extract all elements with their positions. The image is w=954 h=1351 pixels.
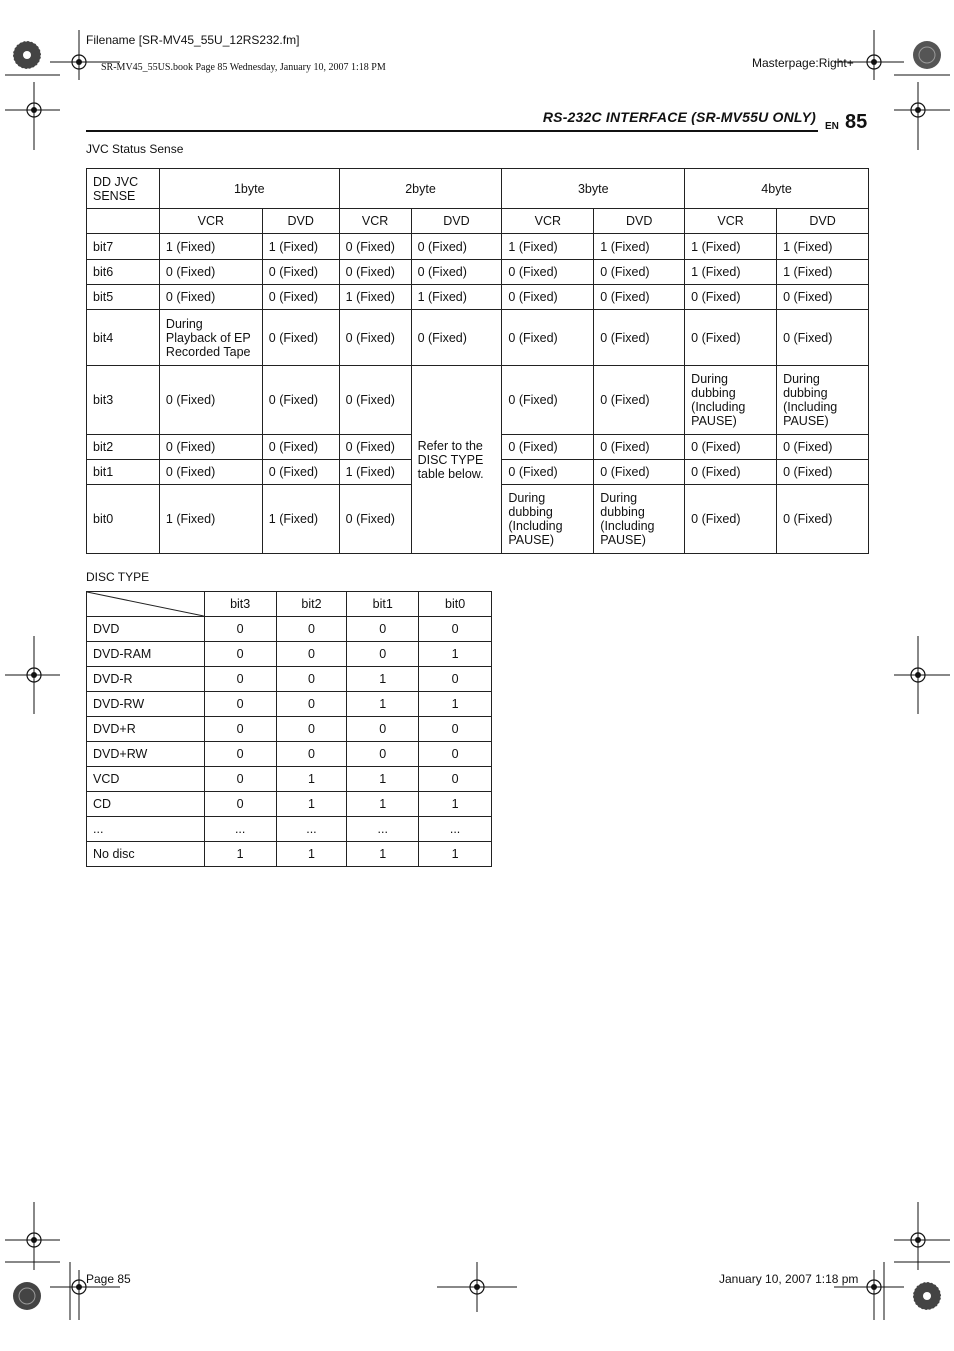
status-sense-table (86, 168, 869, 554)
bit-label: bit4 (87, 310, 160, 366)
bit-column-header: bit3 (204, 592, 276, 617)
status-cell: 0 (Fixed) (339, 310, 411, 366)
status-cell: 0 (Fixed) (411, 260, 502, 285)
status-cell: 0 (Fixed) (685, 435, 777, 460)
status-cell: 1 (Fixed) (339, 285, 411, 310)
status-row (87, 260, 869, 285)
status-cell: 0 (Fixed) (594, 460, 685, 485)
status-cell: 1 (Fixed) (339, 460, 411, 485)
device-header: VCR (685, 209, 777, 234)
status-cell: 0 (Fixed) (159, 366, 262, 435)
page-number: 85 (845, 111, 868, 133)
status-cell: 0 (Fixed) (777, 485, 869, 554)
disc-type-name: DVD-RAM (87, 642, 205, 667)
bit-column-header: bit1 (347, 592, 419, 617)
status-cell: 0 (Fixed) (262, 310, 339, 366)
status-row (87, 310, 869, 366)
disc-type-bit: ... (419, 817, 492, 842)
disc-type-bit: 1 (347, 767, 419, 792)
device-header: DVD (594, 209, 685, 234)
bit-label: bit3 (87, 366, 160, 435)
disc-type-heading: DISC TYPE (86, 570, 150, 584)
status-cell: 0 (Fixed) (159, 460, 262, 485)
disc-type-bit: 1 (419, 642, 492, 667)
status-cell: 0 (Fixed) (502, 435, 594, 460)
status-cell: 0 (Fixed) (159, 435, 262, 460)
header-rule (86, 130, 818, 132)
disc-type-bit: 0 (204, 792, 276, 817)
disc-type-bit: 0 (204, 667, 276, 692)
disc-type-bit: 0 (204, 717, 276, 742)
status-cell: 1 (Fixed) (159, 485, 262, 554)
status-cell: 0 (Fixed) (411, 234, 502, 260)
status-cell: 0 (Fixed) (339, 366, 411, 435)
disc-type-bit: 1 (419, 792, 492, 817)
disc-type-bit: 0 (419, 717, 492, 742)
disc-type-bit: 1 (419, 692, 492, 717)
bit-label: bit0 (87, 485, 160, 554)
disc-type-row (87, 642, 492, 667)
status-cell: 0 (Fixed) (502, 460, 594, 485)
disc-type-row (87, 617, 492, 642)
status-cell: 0 (Fixed) (262, 366, 339, 435)
bit-label: bit2 (87, 435, 160, 460)
status-cell: During dubbing (Including PAUSE) (777, 366, 869, 435)
disc-type-bit: 0 (419, 667, 492, 692)
disc-type-bit: 1 (276, 792, 347, 817)
disc-type-bit: 0 (276, 617, 347, 642)
status-row (87, 285, 869, 310)
disc-type-bit: 1 (276, 842, 347, 867)
status-cell: 0 (Fixed) (262, 435, 339, 460)
disc-type-bit: 0 (347, 617, 419, 642)
disc-type-bit: 0 (347, 742, 419, 767)
disc-type-bit: 0 (276, 667, 347, 692)
bit-label: bit6 (87, 260, 160, 285)
status-cell: 0 (Fixed) (411, 310, 502, 366)
disc-type-bit: 0 (276, 642, 347, 667)
disc-type-bit: 1 (347, 792, 419, 817)
disc-type-table (86, 591, 492, 867)
status-cell: 0 (Fixed) (262, 285, 339, 310)
status-cell: 0 (Fixed) (339, 435, 411, 460)
status-cell: 0 (Fixed) (685, 460, 777, 485)
disc-type-bit: 0 (419, 767, 492, 792)
byte-header: 1byte (159, 169, 339, 209)
disc-type-bit: 1 (276, 767, 347, 792)
disc-type-row (87, 842, 492, 867)
disc-type-name: DVD+R (87, 717, 205, 742)
disc-type-name: CD (87, 792, 205, 817)
status-cell: 0 (Fixed) (502, 260, 594, 285)
disc-type-bit: 0 (276, 692, 347, 717)
disc-type-name: ... (87, 817, 205, 842)
byte-header: 2byte (339, 169, 502, 209)
status-cell: 0 (Fixed) (594, 366, 685, 435)
disc-type-name: DVD+RW (87, 742, 205, 767)
status-cell: 0 (Fixed) (685, 285, 777, 310)
disc-type-bit: 0 (347, 642, 419, 667)
status-cell: 0 (Fixed) (159, 260, 262, 285)
status-cell: 1 (Fixed) (685, 234, 777, 260)
status-cell: 0 (Fixed) (502, 366, 594, 435)
status-cell: 0 (Fixed) (685, 310, 777, 366)
disc-type-bit: 1 (204, 842, 276, 867)
disc-type-row (87, 717, 492, 742)
status-cell: During dubbing (Including PAUSE) (685, 366, 777, 435)
status-cell: 0 (Fixed) (262, 260, 339, 285)
disc-type-name: DVD (87, 617, 205, 642)
header-bookline: SR-MV45_55US.book Page 85 Wednesday, January 10, 2007 1:18 PM (101, 62, 386, 73)
header-filename: Filename [SR-MV45_55U_12RS232.fm] (86, 33, 300, 47)
status-row (87, 234, 869, 260)
status-cell: 1 (Fixed) (685, 260, 777, 285)
disc-type-bit: ... (347, 817, 419, 842)
header-masterpage: Masterpage:Right+ (752, 56, 854, 70)
disc-type-row (87, 767, 492, 792)
status-cell: During dubbing (Including PAUSE) (594, 485, 685, 554)
disc-type-bit: 1 (347, 692, 419, 717)
disc-type-bit: 0 (276, 742, 347, 767)
status-cell: 0 (Fixed) (777, 310, 869, 366)
byte-header: 4byte (685, 169, 869, 209)
status-cell: 0 (Fixed) (262, 460, 339, 485)
status-cell: 1 (Fixed) (777, 260, 869, 285)
disc-type-bit: 0 (204, 617, 276, 642)
status-cell: 0 (Fixed) (502, 310, 594, 366)
disc-type-row (87, 817, 492, 842)
disc-type-bit: 0 (204, 767, 276, 792)
disc-type-bit: 1 (347, 842, 419, 867)
bit-label: bit5 (87, 285, 160, 310)
device-header: VCR (339, 209, 411, 234)
language-label: EN (825, 121, 839, 132)
diagonal-corner-cell (87, 592, 205, 617)
status-cell: 0 (Fixed) (339, 260, 411, 285)
disc-type-row (87, 792, 492, 817)
disc-type-bit: 0 (204, 642, 276, 667)
status-cell: 0 (Fixed) (777, 435, 869, 460)
status-cell: 0 (Fixed) (594, 260, 685, 285)
device-header: DVD (262, 209, 339, 234)
status-cell: 1 (Fixed) (502, 234, 594, 260)
status-cell: 0 (Fixed) (339, 234, 411, 260)
bit-label: bit1 (87, 460, 160, 485)
disc-type-bit: 0 (276, 717, 347, 742)
status-cell: 0 (Fixed) (339, 485, 411, 554)
disc-type-reference-cell: Refer to the DISC TYPE table below. (411, 366, 502, 554)
disc-type-bit: ... (204, 817, 276, 842)
status-cell: 1 (Fixed) (594, 234, 685, 260)
disc-type-bit: 1 (419, 842, 492, 867)
disc-type-bit: 0 (419, 617, 492, 642)
status-cell: During Playback of EP Recorded Tape (159, 310, 262, 366)
status-cell: 0 (Fixed) (594, 310, 685, 366)
status-cell: 1 (Fixed) (159, 234, 262, 260)
status-cell: 0 (Fixed) (777, 285, 869, 310)
disc-type-bit: 0 (204, 692, 276, 717)
bit-column-header: bit0 (419, 592, 492, 617)
status-cell: 1 (Fixed) (777, 234, 869, 260)
disc-type-row (87, 667, 492, 692)
footer-date: January 10, 2007 1:18 pm (719, 1272, 859, 1286)
disc-type-name: DVD-R (87, 667, 205, 692)
disc-type-bit: 0 (204, 742, 276, 767)
empty-cell (87, 209, 160, 234)
status-sense-heading: JVC Status Sense (86, 142, 184, 156)
disc-type-row (87, 692, 492, 717)
status-cell: 0 (Fixed) (159, 285, 262, 310)
status-cell: During dubbing (Including PAUSE) (502, 485, 594, 554)
status-cell: 0 (Fixed) (685, 485, 777, 554)
status-cell: 0 (Fixed) (594, 285, 685, 310)
status-corner-cell: DD JVC SENSE (87, 169, 160, 209)
disc-type-name: VCD (87, 767, 205, 792)
status-row (87, 366, 869, 435)
status-cell: 0 (Fixed) (502, 285, 594, 310)
disc-type-name: No disc (87, 842, 205, 867)
disc-type-bit: ... (276, 817, 347, 842)
status-cell: 1 (Fixed) (411, 285, 502, 310)
device-header: VCR (159, 209, 262, 234)
byte-header: 3byte (502, 169, 685, 209)
status-cell: 0 (Fixed) (777, 460, 869, 485)
status-cell: 1 (Fixed) (262, 485, 339, 554)
disc-type-bit: 1 (347, 667, 419, 692)
status-cell: 0 (Fixed) (594, 435, 685, 460)
device-header: DVD (411, 209, 502, 234)
disc-type-row (87, 742, 492, 767)
status-cell: 1 (Fixed) (262, 234, 339, 260)
device-header: DVD (777, 209, 869, 234)
device-header: VCR (502, 209, 594, 234)
disc-type-name: DVD-RW (87, 692, 205, 717)
bit-column-header: bit2 (276, 592, 347, 617)
section-title: RS-232C INTERFACE (SR-MV55U ONLY) (542, 109, 816, 125)
disc-type-bit: 0 (419, 742, 492, 767)
footer-page: Page 85 (86, 1272, 131, 1286)
bit-label: bit7 (87, 234, 160, 260)
disc-type-bit: 0 (347, 717, 419, 742)
